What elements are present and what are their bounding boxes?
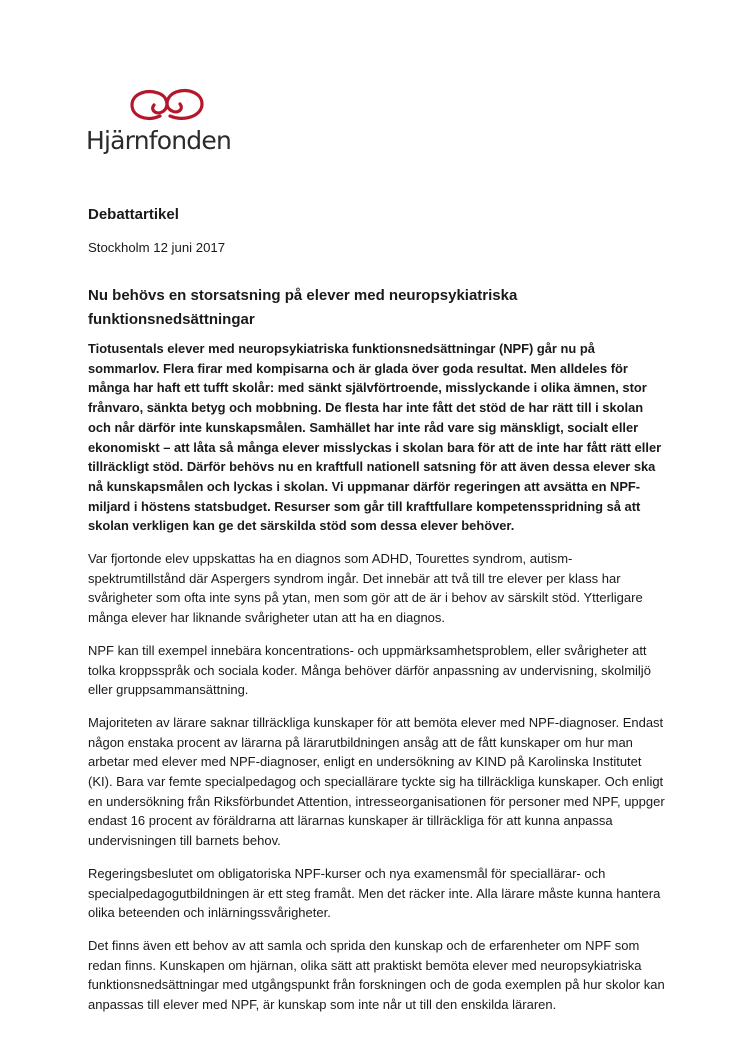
article-paragraph: Var fjortonde elev uppskattas ha en diagnos som ADHD, Tourettes syndrom, autism-spektrumtillstånd där Aspergers syndrom ingår. Det innebär att två till tre elever per klass har svårigheter som ofta inte syns på ytan, men som gör att de är i behov av särskilt stöd. Ytterligare många elever har liknande svårigheter utan att ha en diagnos. <box>88 551 643 626</box>
logo-wordmark: Hjärnfonden <box>86 126 231 155</box>
hjarnfonden-logo <box>86 86 246 166</box>
article <box>88 204 668 1015</box>
article-paragraph: Majoriteten av lärare saknar tillräckliga kunskaper för att bemöta elever med NPF-diagnoser. Endast någon enstaka procent av lärarna på lärarutbildningen ansåg att de fått kunskaper om hur man arbetar med elever med NPF-diagnoser, enligt en undersökning av KIND på Karolinska Institutet (KI). Bara var femte specialpedagog och speciallärare tyckte sig ha tillräckliga kunskaper. Och enligt en undersökning från Riksförbundet Attention, intresseorganisationen för personer med NPF, uppger endast 16 procent av föräldrarna att lärarnas kunskaper är tillräckliga för att kunna anpassa undervisningen till barnets behov. <box>88 714 665 849</box>
dateline: Stockholm 12 juni 2017 <box>88 240 226 255</box>
brain-swirl-logo-icon <box>126 86 208 128</box>
article-paragraph: Regeringsbeslutet om obligatoriska NPF-kurser och nya examensmål för speciallärar- och specialpedagogutbildningen är ett steg framåt. Men det räcker inte. Alla lärare måste kunna hantera olika beteenden och inlärningssvårigheter. <box>88 865 661 921</box>
article-paragraph: NPF kan till exempel innebära koncentrations- och uppmärksamhetsproblem, eller svårigheter att tolka kroppsspråk och sociala koder. Många behöver därför anpassning av undervisning, skolmiljö eller gruppsammansättning. <box>88 642 651 698</box>
document-type: Debattartikel <box>88 206 179 223</box>
article-lead: Tiotusentals elever med neuropsykiatriska funktionsnedsättningar (NPF) går nu på sommarlov. Flera firar med kompisarna och är glada över goda resultat. Men alldeles för många har haft ett tufft skolår: med sänkt självförtroende, misslyckande i olika ämnen, stor frånvaro, sänkta betyg och mobbning. De flesta har inte fått det stöd de har rätt till i skolan och når därför inte kunskapsmålen. Samhället har inte råd vare sig mänskligt, socialt eller ekonomiskt – att låta så många elever misslyckas i skolan bara för att de inte har fått rätt eller tillräckligt stöd. Därför behövs nu en kraftfull nationell satsning för att även dessa elever ska nå kunskapsmålen och lyckas i skolan. Vi uppmanar därför regeringen att avsätta en NPF-miljard i höstens statsbudget. Resurser som går till kraftfullare kompetensspridning så att skolan verkligen kan ge det särskilda stöd som dessa elever behöver. <box>88 341 662 534</box>
article-paragraph: Det finns även ett behov av att samla och sprida den kunskap och de erfarenheter om NPF som redan finns. Kunskapen om hjärnan, olika sätt att praktiskt bemöta elever med neuropsykiatriska funktionsnedsättningar med utgångspunkt från forskningen och de goda exemplen på hur skolor kan anpassas till elever med NPF, är kunskap som inte når ut till den enskilda läraren. <box>88 937 665 1013</box>
article-headline: Nu behövs en storsatsning på elever med neuropsykiatriska funktionsnedsättningar <box>88 287 518 328</box>
